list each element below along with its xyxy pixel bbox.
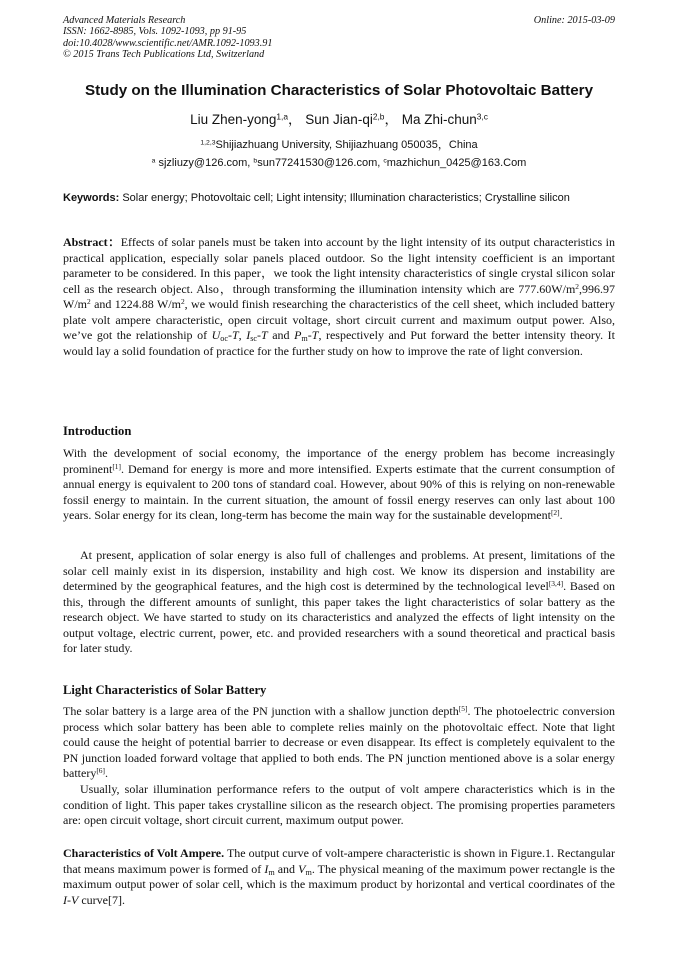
math-var: V <box>298 861 306 876</box>
email-link[interactable]: mazhichun_0425@163.Com <box>386 157 527 169</box>
superscript: 2 <box>87 297 91 307</box>
citation-ref[interactable]: [1] <box>112 461 122 471</box>
math-sub: m <box>268 867 275 877</box>
abstract-text: Effects of solar panels must be taken into account by the light intensity of its output characteristics in practical application, especially solar panels placed outdoor. So the light intensity coefficient is an important parameter to be considered. In this paper，we took the light intensity characteristics of single crystal silicon solar cell as the research object. Also，through transforming the illumination intensity which are 777.60W/m <box>63 235 616 296</box>
section-heading-introduction: Introduction <box>63 424 132 438</box>
body-text: and <box>274 861 299 876</box>
abstract-text: , <box>238 328 247 342</box>
body-text: With the development of social economy, the importance of the energy problem has become increasingly prominent <box>63 446 615 476</box>
body-text: At present, application of solar energy is also full of challenges and problems. At present, limitations of the solar cell mainly exist in its dispersion, instability and high cost. We know its dispersion and instability are determined by the geographical features, and the high cost is determined by the technological level <box>63 548 615 593</box>
email-link[interactable]: sun77241530@126.com, <box>257 157 384 169</box>
math-var: I-V <box>63 892 79 907</box>
volt-ampere-paragraph <box>63 846 615 908</box>
intro-paragraph-1 <box>63 446 615 524</box>
body-text: . The photoelectric conversion process which solar battery has been able to complete relies mainly on the photovoltaic effect. Note that light could cause the height of potential barrier to decrease or even disappear. Its effect is completely equivalent to the PN junction loaded forward voltage that applied to both ends. The PN junction mentioned above is a solar energy battery <box>63 704 615 780</box>
abstract-text: , respectively and Put forward the better intensity theory. It would lay a solid foundation of practice for the further study on how to improve the rate of light conversion. <box>63 328 615 358</box>
email-sup: b <box>253 157 258 165</box>
author-sup: 3,c <box>476 111 488 122</box>
light-paragraph-2: Usually, solar illumination performance refers to the output of volt ampere characteristics which is in the condition of light. This paper takes crystalline silicon as the research object. The promising properties parameters are: open circuit voltage, short circuit current, maximum output power. <box>63 782 615 827</box>
math-dash: - <box>256 328 261 342</box>
citation-ref[interactable]: [3,4] <box>548 579 564 589</box>
author-name: Sun Jian-qi <box>305 112 373 127</box>
running-header <box>63 15 272 60</box>
paper-title: Study on the Illumination Characteristics of Solar Photovoltaic Battery <box>84 82 594 99</box>
email-sup: a <box>151 157 156 165</box>
citation-ref[interactable]: [6] <box>96 766 106 776</box>
abstract <box>63 235 615 359</box>
citation-ref[interactable]: [2] <box>550 508 560 518</box>
run-in-heading: Characteristics of Volt Ampere. <box>63 846 225 860</box>
abstract-text: and <box>267 328 295 342</box>
body-text: The solar battery is a large area of the PN junction with a shallow junction depth <box>63 704 459 718</box>
body-text: . Based on this, through the different amounts of sunlight, this paper takes the light characteristics of solar battery as the research object. We have started to study on its characteristics and analyzed the effects of light intensity on the output voltage, electric current, power, etc. and provided researchers with a sound theoretical and practical basis for later study. <box>63 579 615 655</box>
math-var: I <box>246 328 251 342</box>
keywords-text: Solar energy; Photovoltaic cell; Light intensity; Illumination characteristics; Crystalline silicon <box>122 192 570 204</box>
abstract-label: Abstract： <box>63 235 121 249</box>
author-sup: 1,a <box>276 111 289 122</box>
body-text: . <box>559 508 563 522</box>
author-sep: ， <box>288 112 302 127</box>
body-text: . The physical meaning of the maximum power rectangle is the maximum output power of solar cell, which is the maximum product by horizontal and vertical coordinates of the <box>63 861 616 891</box>
math-dash: - <box>307 328 312 342</box>
light-paragraph-1 <box>63 704 615 782</box>
abstract-text: and 1224.88 W/m <box>90 297 181 311</box>
body-text: . Demand for energy is more and more intensified. Experts estimate that the current consumption of annual energy is equivalent to 200 tons of standard coal. However, about 90% of this is relying on non-renewable fossil energy to maintain. In the current situation, the amount of fossil energy reserves can only last about 100 years. Solar energy for its clean, long-term has become the main way for the sustainable development <box>63 461 615 522</box>
online-date: Online: 2015-03-09 <box>533 15 615 26</box>
abstract-text: , we would finish researching the characteristics of the cell sheet, which included battery plate volt ampere characteristic, open circuit voltage, short circuit current and maximum output power. Also, we’ve got the relationship of <box>63 297 615 342</box>
affiliation <box>0 136 678 152</box>
author-emails <box>0 157 678 169</box>
citation-ref[interactable]: [5] <box>458 704 468 714</box>
body-text: The output curve of volt-ampere characteristic is shown in Figure.1. Rectangular that means maximum power is formed of <box>63 846 615 876</box>
body-text: . <box>105 766 109 780</box>
math-var: T <box>260 328 268 342</box>
math-var: T <box>231 328 239 342</box>
section-heading-light: Light Characteristics of Solar Battery <box>63 683 267 697</box>
math-var: P <box>294 328 302 342</box>
body-text: curve[7]. <box>78 892 125 907</box>
math-sub: oc <box>220 333 228 343</box>
author-sup: 2,b <box>372 111 385 122</box>
keywords-block <box>63 192 615 206</box>
author-sep: ， <box>384 112 398 127</box>
author-name: Ma Zhi-chun <box>401 112 477 127</box>
math-sub: m <box>301 333 308 343</box>
math-var: U <box>211 328 221 342</box>
math-dash: - <box>227 328 232 342</box>
intro-paragraph-2 <box>63 548 615 657</box>
issn-line: ISSN: 1662-8985, Vols. 1092-1093, pp 91-95 <box>63 26 247 38</box>
superscript: 2 <box>575 281 579 291</box>
doi-line: doi:10.4028/www.scientific.net/AMR.1092-1093.91 <box>63 37 273 49</box>
superscript: 2 <box>180 297 185 307</box>
author-list <box>0 108 678 128</box>
copyright-line: © 2015 Trans Tech Publications Ltd, Switzerland <box>63 48 265 60</box>
affiliation-sup: 1,2,3 <box>200 139 216 147</box>
email-sup: c <box>383 157 387 165</box>
author-name: Liu Zhen-yong <box>190 112 277 127</box>
math-sub: m <box>305 867 312 877</box>
journal-name: Advanced Materials Research <box>63 15 186 26</box>
email-link[interactable]: sjzliuzy@126.com, <box>158 157 254 169</box>
math-sub: sc <box>250 333 257 343</box>
keywords-label: Keywords: <box>63 192 120 204</box>
math-var: I <box>264 861 269 876</box>
math-var: T <box>311 328 319 342</box>
affiliation-text: Shijiazhuang University, Shijiazhuang 050035，China <box>215 139 478 151</box>
abstract-text: ,996.97 W/m <box>63 281 615 311</box>
